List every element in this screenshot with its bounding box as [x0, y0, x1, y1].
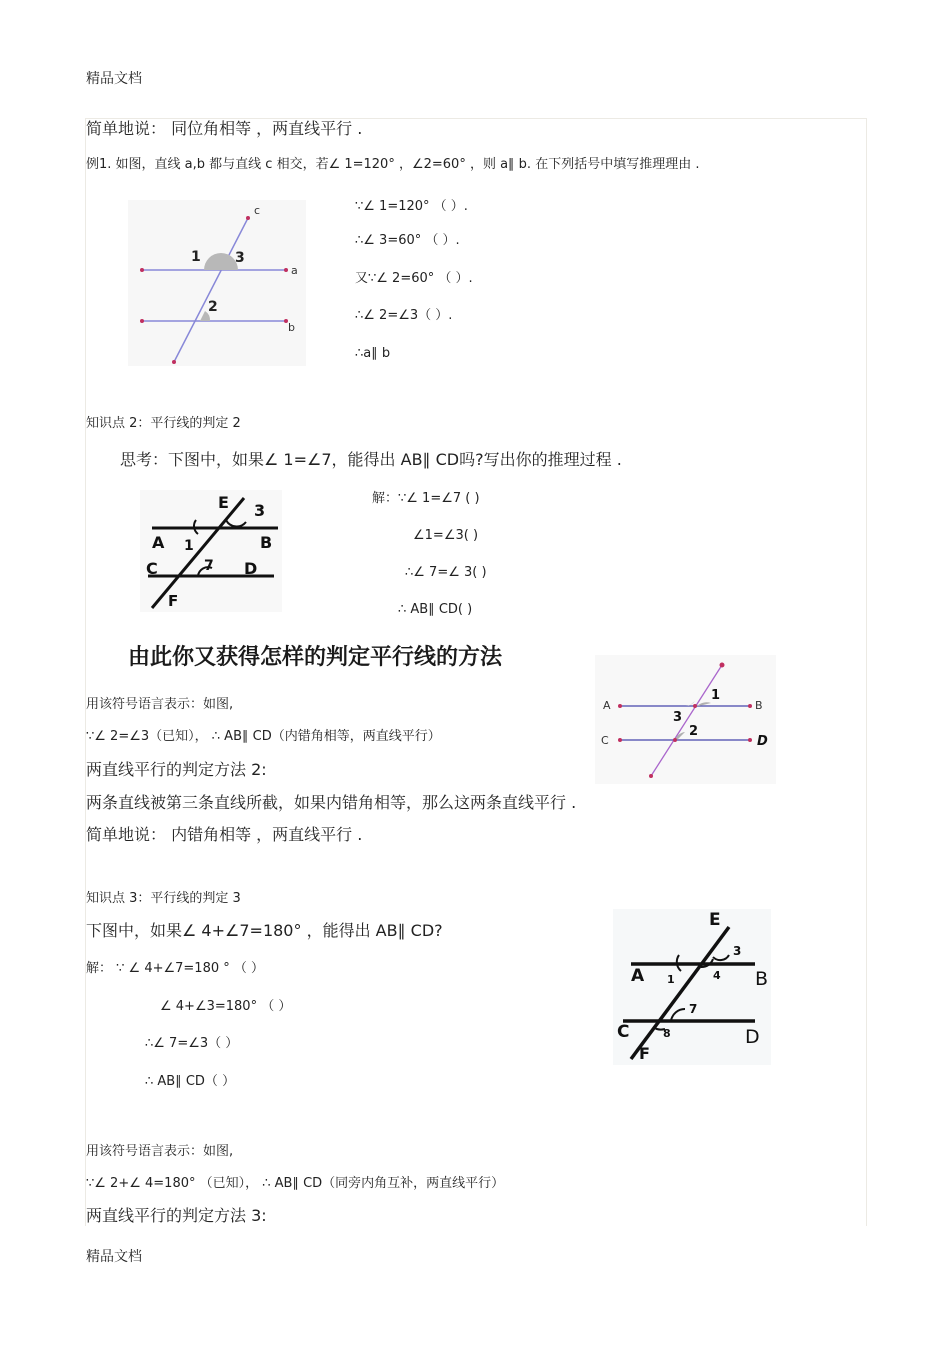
- fig3-label-3: 3: [673, 710, 683, 725]
- sec2-symbolic: ∵∠ 2=∠3（已知）， ∴ AB∥ CD（内错角相等，两直线平行）: [86, 729, 441, 744]
- sec2-method-text: 两条直线被第三条直线所截，如果内错角相等，那么这两条直线平行 .: [86, 793, 577, 812]
- fig2-label-7: 7: [204, 558, 214, 574]
- sec3-step-4: ∴ AB∥ CD（ ）: [145, 1074, 236, 1089]
- fig2-label-B: B: [260, 533, 273, 552]
- fig2-label-F: F: [168, 592, 179, 610]
- sec3-step-1: 解： ∵ ∠ 4+∠7=180 ° （ ）: [86, 961, 265, 976]
- fig4-label-F: F: [639, 1044, 650, 1063]
- sec1-step-5: ∴a∥ b: [355, 346, 391, 361]
- figure-4: [613, 909, 771, 1065]
- fig4-label-A: A: [631, 966, 645, 986]
- sec1-step-1: ∵∠ 1=120° （ ）.: [355, 199, 468, 214]
- fig3-label-C: C: [601, 734, 609, 747]
- fig4-label-4: 4: [713, 969, 721, 982]
- sec2-method-title: 两直线平行的判定方法 2:: [86, 760, 267, 779]
- sec3-symbolic-intro: 用该符号语言表示：如图,: [86, 1144, 234, 1159]
- fig2-label-C: C: [146, 559, 158, 578]
- fig1-label-1: 1: [191, 249, 201, 265]
- fig4-label-1: 1: [667, 973, 675, 986]
- fig3-label-1: 1: [711, 688, 721, 703]
- fig3-label-2: 2: [689, 724, 699, 739]
- fig4-label-8: 8: [663, 1027, 671, 1040]
- fig4-label-D: D: [745, 1026, 760, 1048]
- figure-2: [140, 490, 282, 612]
- sec2-step-3: ∴∠ 7=∠ 3( ): [405, 565, 487, 580]
- figure-1: [128, 200, 306, 366]
- sec3-method-title: 两直线平行的判定方法 3:: [86, 1206, 267, 1225]
- sec2-step-1: 解：∵∠ 1=∠7 ( ): [372, 491, 480, 506]
- sec1-step-4: ∴∠ 2=∠3（ ）.: [355, 308, 453, 323]
- fig2-label-A: A: [152, 533, 165, 552]
- fig2-label-1: 1: [184, 538, 194, 554]
- fig4-label-B: B: [755, 968, 769, 990]
- sec2-step-4: ∴ AB∥ CD( ): [398, 602, 473, 617]
- fig1-label-2: 2: [208, 299, 218, 315]
- sec1-step-3: 又∵∠ 2=60° （ ）.: [355, 271, 473, 286]
- sec2-banner: 由此你又获得怎样的判定平行线的方法: [128, 645, 503, 670]
- fig3-label-D: D: [757, 734, 768, 749]
- sec3-step-2: ∠ 4+∠3=180° （ ）: [160, 999, 292, 1014]
- fig4-label-E: E: [709, 910, 721, 930]
- fig2-label-E: E: [218, 493, 229, 512]
- fig2-label-3: 3: [254, 501, 266, 520]
- sec1-step-2: ∴∠ 3=60° （ ）.: [355, 233, 460, 248]
- fig1-label-c: c: [254, 204, 261, 217]
- sec2-question: 思考：下图中，如果∠ 1=∠7，能得出 AB∥ CD吗?写出你的推理过程 .: [120, 450, 622, 469]
- sec2-title: 知识点 2：平行线的判定 2: [86, 416, 241, 431]
- sec2-step-2: ∠1=∠3( ): [413, 528, 479, 543]
- fig1-label-3: 3: [235, 250, 245, 266]
- example-1-text: 例1. 如图，直线 a,b 都与直线 c 相交，若∠ 1=120° ，∠2=60° ，则 a∥ b. 在下列括号中填写推理理由 .: [86, 157, 700, 172]
- figure-3: [595, 655, 776, 784]
- sec1-summary: 简单地说： 同位角相等 ，两直线平行 .: [86, 119, 363, 138]
- fig4-label-3: 3: [733, 944, 742, 958]
- sec2-summary: 简单地说： 内错角相等 ，两直线平行 .: [86, 825, 363, 844]
- fig4-label-7: 7: [689, 1002, 698, 1016]
- fig4-label-C: C: [617, 1022, 630, 1042]
- sec3-question: 下图中，如果∠ 4+∠7=180° ，能得出 AB∥ CD?: [86, 921, 443, 940]
- fig2-label-D: D: [244, 559, 258, 578]
- page-header: 精品文档: [86, 71, 142, 87]
- fig1-label-b: b: [288, 321, 295, 334]
- fig1-label-a: a: [291, 264, 298, 277]
- page-footer: 精品文档: [86, 1249, 142, 1265]
- sec2-symbolic-intro: 用该符号语言表示：如图,: [86, 697, 234, 712]
- sec3-symbolic: ∵∠ 2+∠ 4=180° （已知）， ∴ AB∥ CD（同旁内角互补，两直线平行）: [86, 1176, 505, 1191]
- fig3-label-A: A: [603, 699, 611, 712]
- fig3-label-B: B: [755, 699, 763, 712]
- sec3-title: 知识点 3：平行线的判定 3: [86, 891, 241, 906]
- sec3-step-3: ∴∠ 7=∠3（ ）: [145, 1036, 239, 1051]
